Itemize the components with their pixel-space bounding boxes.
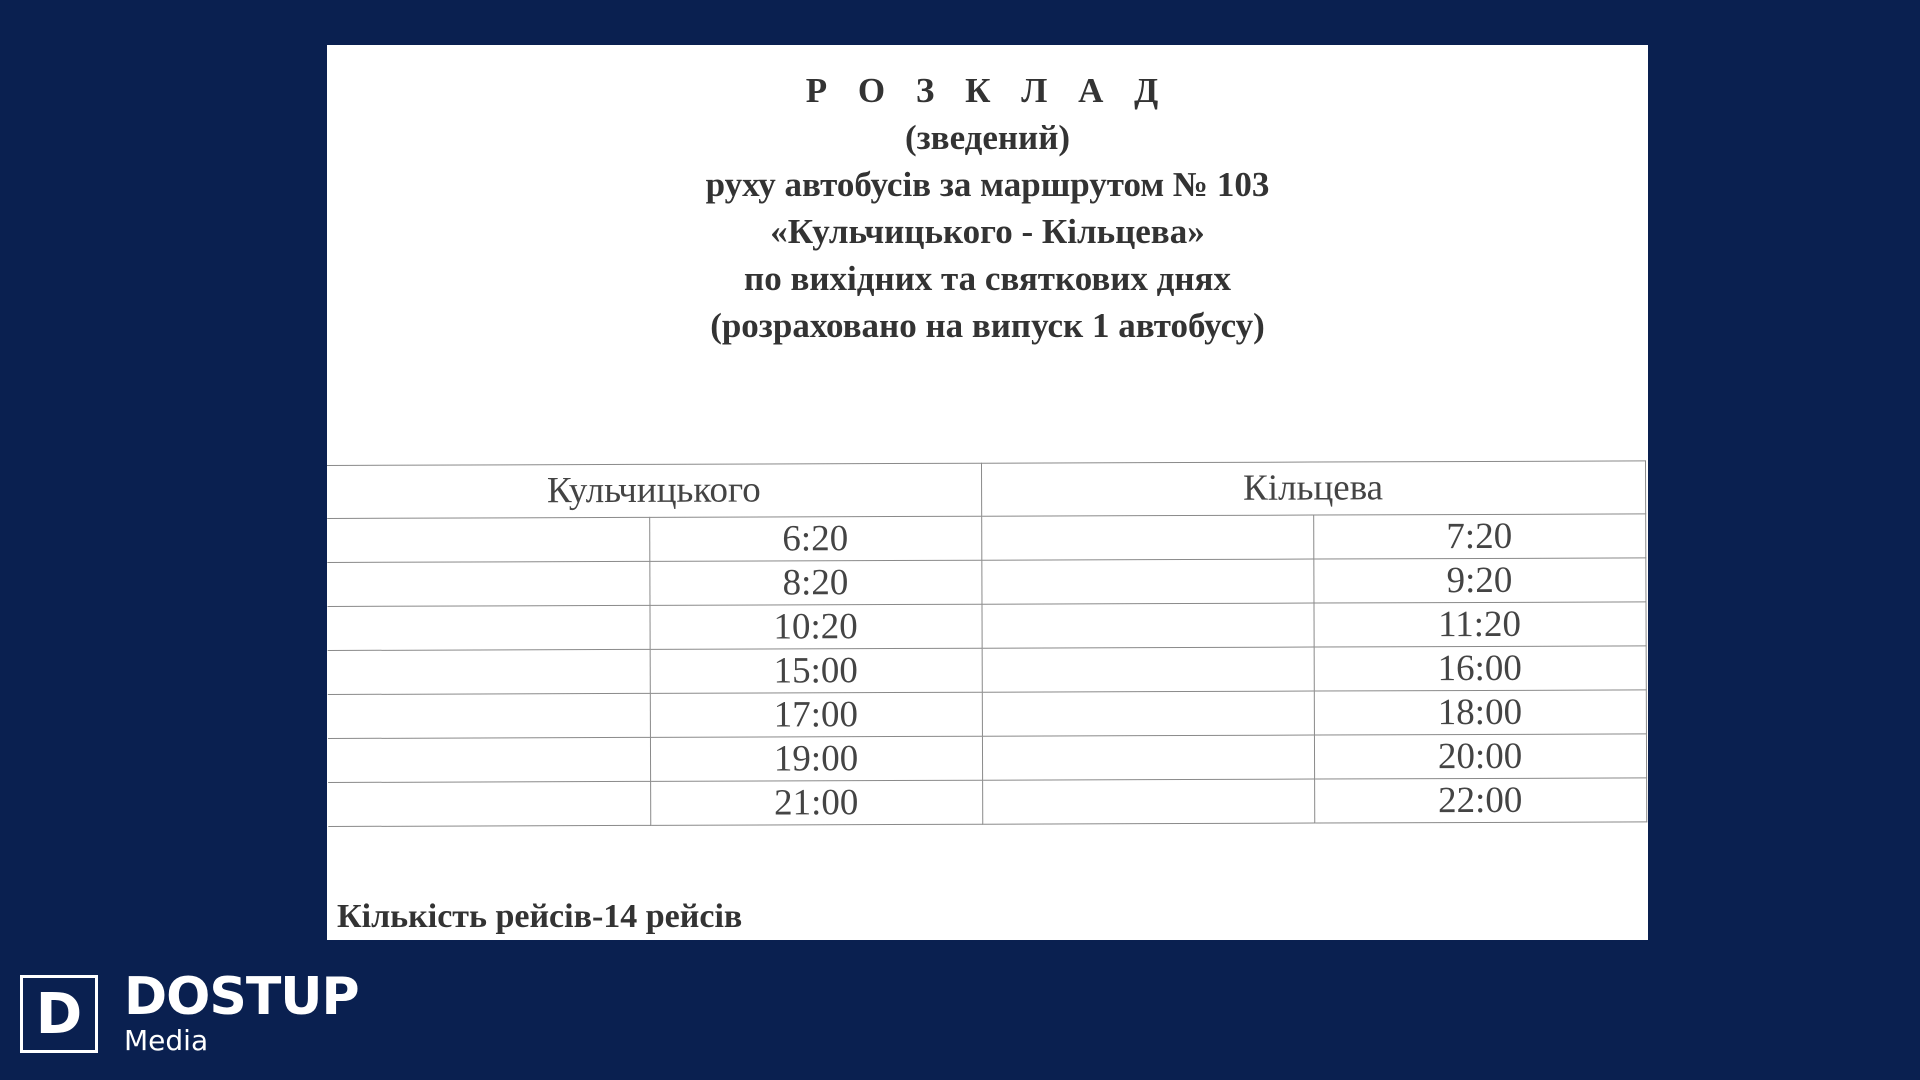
time-kiltseva: 11:20 [1314,602,1646,647]
time-kiltseva: 7:20 [1313,514,1645,559]
table-row [328,734,1646,783]
empty-cell [327,605,649,650]
empty-cell [981,515,1313,560]
table-row [327,602,1645,651]
logo-subtitle: Media [124,1024,209,1057]
table-row [328,646,1646,695]
table-row [327,558,1645,607]
time-kulchytskoho: 6:20 [649,516,981,561]
empty-cell [328,693,650,738]
table-row [328,778,1646,827]
table-row [327,514,1645,563]
empty-cell [982,779,1314,824]
header-kulchytskoho: Кульчицького [327,463,981,518]
time-kiltseva: 16:00 [1314,646,1646,691]
table-body [327,514,1646,827]
heading-route: руху автобусів за маршрутом № 103 [705,165,1270,204]
time-kulchytskoho: 8:20 [649,560,981,605]
empty-cell [327,561,649,606]
document-heading [327,67,1648,349]
logo-name: DOSTUP [124,967,359,1027]
time-kulchytskoho: 15:00 [650,648,982,693]
time-kulchytskoho: 21:00 [650,780,982,825]
heading-subtitle: (зведений) [904,118,1071,157]
logo-text [124,967,359,1057]
dostup-media-logo [20,967,359,1057]
header-kiltseva: Кільцева [981,461,1645,516]
time-kulchytskoho: 19:00 [650,736,982,781]
empty-cell [328,781,650,826]
heading-route-name: «Кульчицького - Кільцева» [770,212,1205,251]
logo-d-icon: D [20,975,98,1053]
schedule-table [327,460,1647,827]
empty-cell [327,517,649,562]
time-kiltseva: 18:00 [1314,690,1646,735]
time-kiltseva: 20:00 [1314,734,1646,779]
empty-cell [982,735,1314,780]
time-kulchytskoho: 17:00 [650,692,982,737]
empty-cell [981,559,1313,604]
time-kiltseva: 22:00 [1314,778,1646,823]
time-kiltseva: 9:20 [1313,558,1645,603]
empty-cell [328,737,650,782]
heading-note: (розраховано на випуск 1 автобусу) [710,306,1265,345]
table-header-row [327,461,1645,519]
empty-cell [982,647,1314,692]
table-row [328,690,1646,739]
heading-title: Р О З К Л А Д [805,71,1170,110]
trips-count: Кількість рейсів-14 рейсів [337,898,743,935]
heading-days: по вихідних та святкових днях [744,259,1231,298]
empty-cell [328,649,650,694]
empty-cell [982,603,1314,648]
schedule-document [327,45,1648,940]
time-kulchytskoho: 10:20 [649,604,981,649]
empty-cell [982,691,1314,736]
